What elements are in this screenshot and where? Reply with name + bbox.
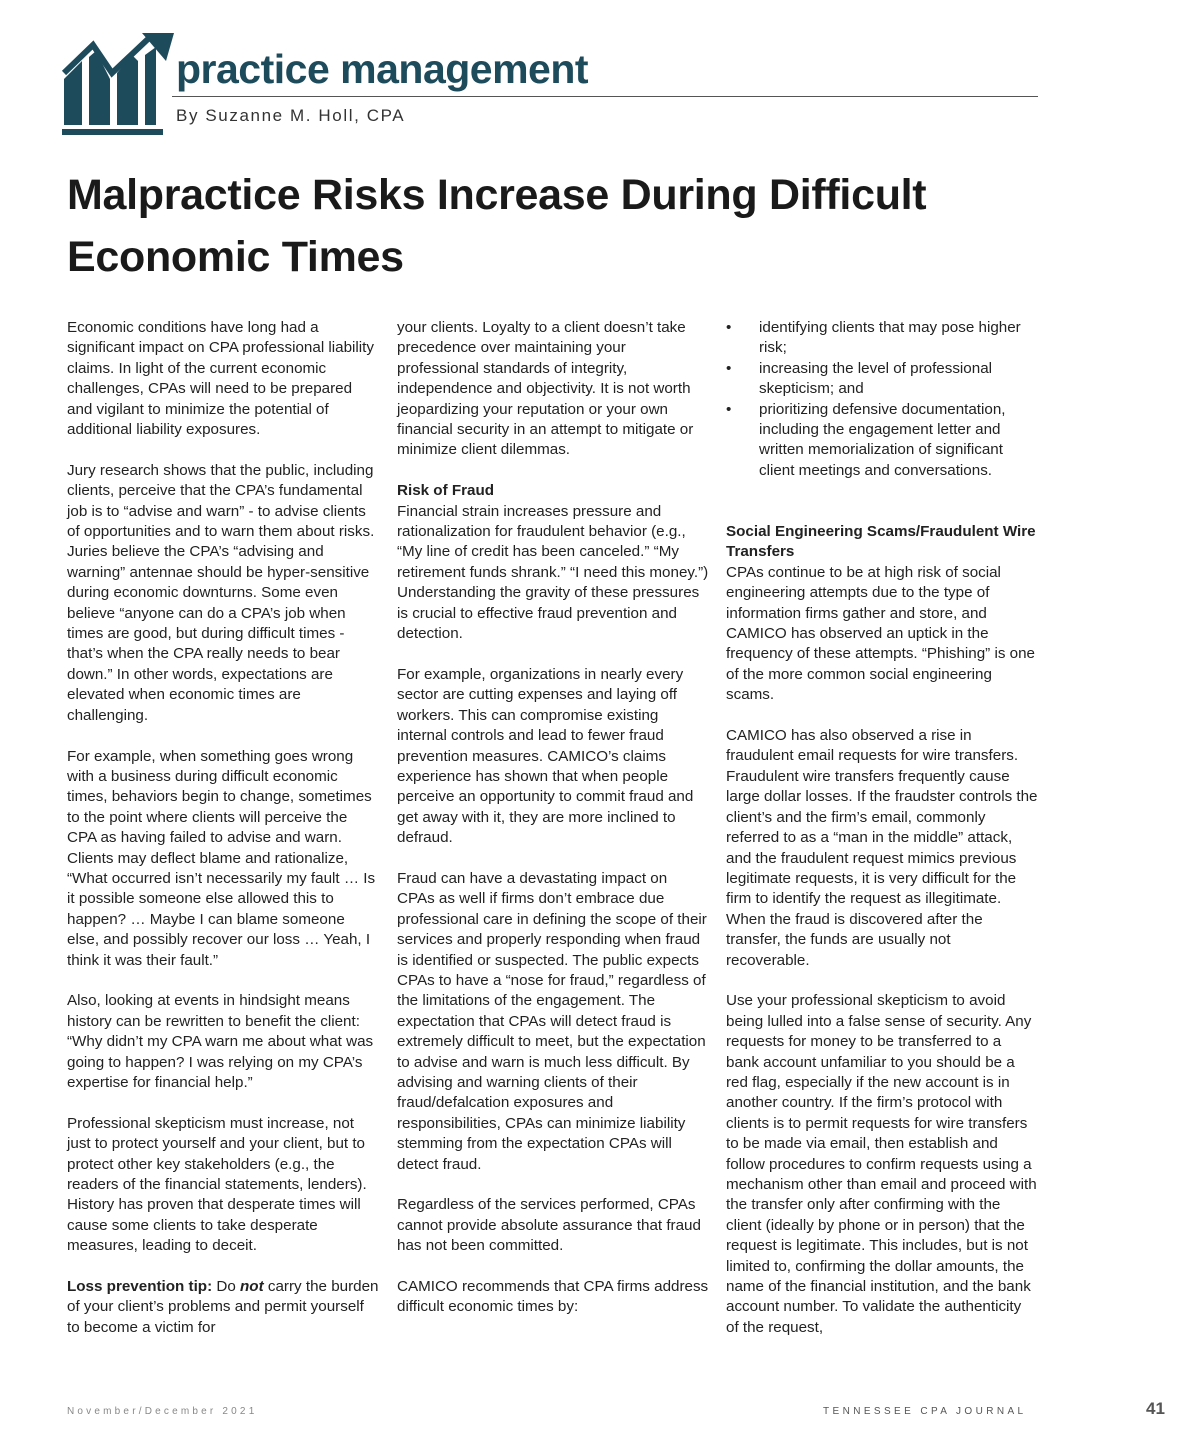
loss-prevention-tip — [67, 1277, 379, 1338]
paragraph: For example, organizations in nearly every sector are cutting expenses and laying off workers. This can compromise existing internal controls and lead to fewer fraud prevention measures. CAMICO’s claims experience has shown that when people perceive an opportunity to commit fraud and get away with it, they are more inclined to defraud. — [397, 665, 694, 847]
tip-do: Do — [216, 1278, 236, 1296]
paragraph: CAMICO recommends that CPA firms address difficult economic times by: — [397, 1278, 709, 1316]
journal-name: TENNESSEE CPA JOURNAL — [823, 1406, 1027, 1417]
growth-chart-logo-icon — [62, 33, 176, 135]
article-column-3 — [726, 318, 1038, 1338]
tip-emphasis: not — [240, 1278, 264, 1296]
tip-label: Loss prevention tip: — [67, 1278, 213, 1296]
paragraph: Jury research shows that the public, including clients, perceive that the CPA’s fundamental job is to “advise and warn” - to advise clients of opportunities and to warn them about risks. Juries believe the CPA’s “advising and warning” antennae should be hyper-sensitive during economic downturns. Some even believe “anyone can do a CPA’s job when times are good, but during difficult times - that’s when the CPA really needs to bear down.” In other words, expectations are elevated when economic times are challenging. — [67, 461, 375, 724]
header-divider — [172, 96, 1038, 97]
article-column-2 — [397, 318, 709, 1338]
subheading-social-engineering: Social Engineering Scams/Fraudulent Wire Transfers — [726, 523, 1036, 561]
paragraph: Fraud can have a devastating impact on CPAs as well if firms don’t embrace due professional care in defining the scope of their services and properly responding when fraud is identified or suspected. The public expects CPAs to have a “nose for fraud,” regardless of the limitations of the engagement. The expectation that CPAs will detect fraud is extremely difficult to meet, but the expectation to advise and warn is much less difficult. By advising and warning clients of their fraud/defalcation exposures and responsibilities, CPAs can minimize liability stemming from the expectation CPAs will detect fraud. — [397, 869, 707, 1173]
paragraph: CAMICO has also observed a rise in fraudulent email requests for wire transfers. Fraudulent wire transfers frequently cause large dollar losses. If the fraudster controls the client’s and the firm’s email, commonly referred to as a “man in the middle” attack, and the fraudulent request mimics previous legitimate requests, it is very difficult for the firm to identify the request as illegitimate. When the fraud is discovered after the transfer, the funds are usually not recoverable. — [726, 727, 1038, 969]
paragraph: CPAs continue to be at high risk of social engineering attempts due to the type of information firms gather and store, and CAMICO has observed an uptick in the frequency of these attempts. “Phishing” is one of the more common social engineering scams. — [726, 563, 1035, 704]
issue-date: November/December 2021 — [67, 1406, 258, 1417]
paragraph: Regardless of the services performed, CPAs cannot provide absolute assurance that fraud has not been committed. — [397, 1196, 701, 1255]
spacer — [726, 502, 1038, 522]
list-item: • increasing the level of professional skepticism; and — [726, 359, 1038, 400]
list-item: • prioritizing defensive documentation, including the engagement letter and written memorialization of significant client meetings and conversations. — [726, 400, 1038, 482]
paragraph: Use your professional skepticism to avoid being lulled into a false sense of security. Any requests for money to be transferred to a bank account unfamiliar to you should be a red flag, especially if the new account is in another country. If the firm’s protocol with clients is to permit requests for wire transfers to be made via email, then establish and follow procedures to confirm requests using a mechanism other than email and proceed with the transfer only after confirming with the client (ideally by phone or in person) that the request is legitimate. This includes, but is not limited to, confirming the dollar amounts, the name of the financial institution, and the bank account number. To validate the authenticity of the request, — [726, 992, 1037, 1336]
paragraph: your clients. Loyalty to a client doesn’t take precedence over maintaining your professional standards of integrity, independence and objectivity. It is not worth jeopardizing your reputation or your own financial security in an attempt to mitigate or minimize client dilemmas. — [397, 319, 694, 459]
list-item: • identifying clients that may pose higher risk; — [726, 318, 1038, 359]
author-byline: By Suzanne M. Holl, CPA — [176, 106, 406, 125]
article-headline: Malpractice Risks Increase During Difficult Economic Times — [67, 171, 927, 281]
tip-text: carry the burden of your client’s problems and permit yourself to become a victim for — [67, 1278, 379, 1336]
paragraph: Economic conditions have long had a significant impact on CPA professional liability claims. In light of the current economic challenges, CPAs will need to be prepared and vigilant to minimize the potential of additional liability exposures. — [67, 319, 374, 439]
paragraph: Financial strain increases pressure and rationalization for fraudulent behavior (e.g., “My line of credit has been canceled.” “My retirement funds shrank.” “I need this money.”) Understanding the gravity of these pressures is crucial to effective fraud prevention and detection. — [397, 502, 709, 643]
paragraph: Professional skepticism must increase, not just to protect yourself and your client, but to protect other key stakeholders (e.g., the readers of the financial statements, lenders). History has proven that desperate times will cause some clients to take desperate measures, leading to deceit. — [67, 1114, 367, 1255]
subheading-risk-of-fraud: Risk of Fraud — [397, 482, 495, 500]
page-number: 41 — [1146, 1399, 1165, 1418]
article-column-1 — [67, 318, 379, 1359]
paragraph: For example, when something goes wrong with a business during difficult economic times, behaviors begin to change, sometimes to the point where clients will perceive the CPA as having failed to advise and warn. Clients may deflect blame and rationalize, “What occurred isn’t necessarily my fault … Is it possible someone else allowed this to happen? … Maybe I can blame someone else, and possibly recover our loss … Yeah, I think it was their fault.” — [67, 747, 376, 969]
recommendation-list — [726, 318, 1038, 481]
section-title: practice management — [176, 46, 589, 92]
paragraph: Also, looking at events in hindsight means history can be rewritten to benefit the client: “Why didn’t my CPA warn me about what was going to happen? I was relying on my CPA’s expertise for financial help.” — [67, 992, 374, 1091]
